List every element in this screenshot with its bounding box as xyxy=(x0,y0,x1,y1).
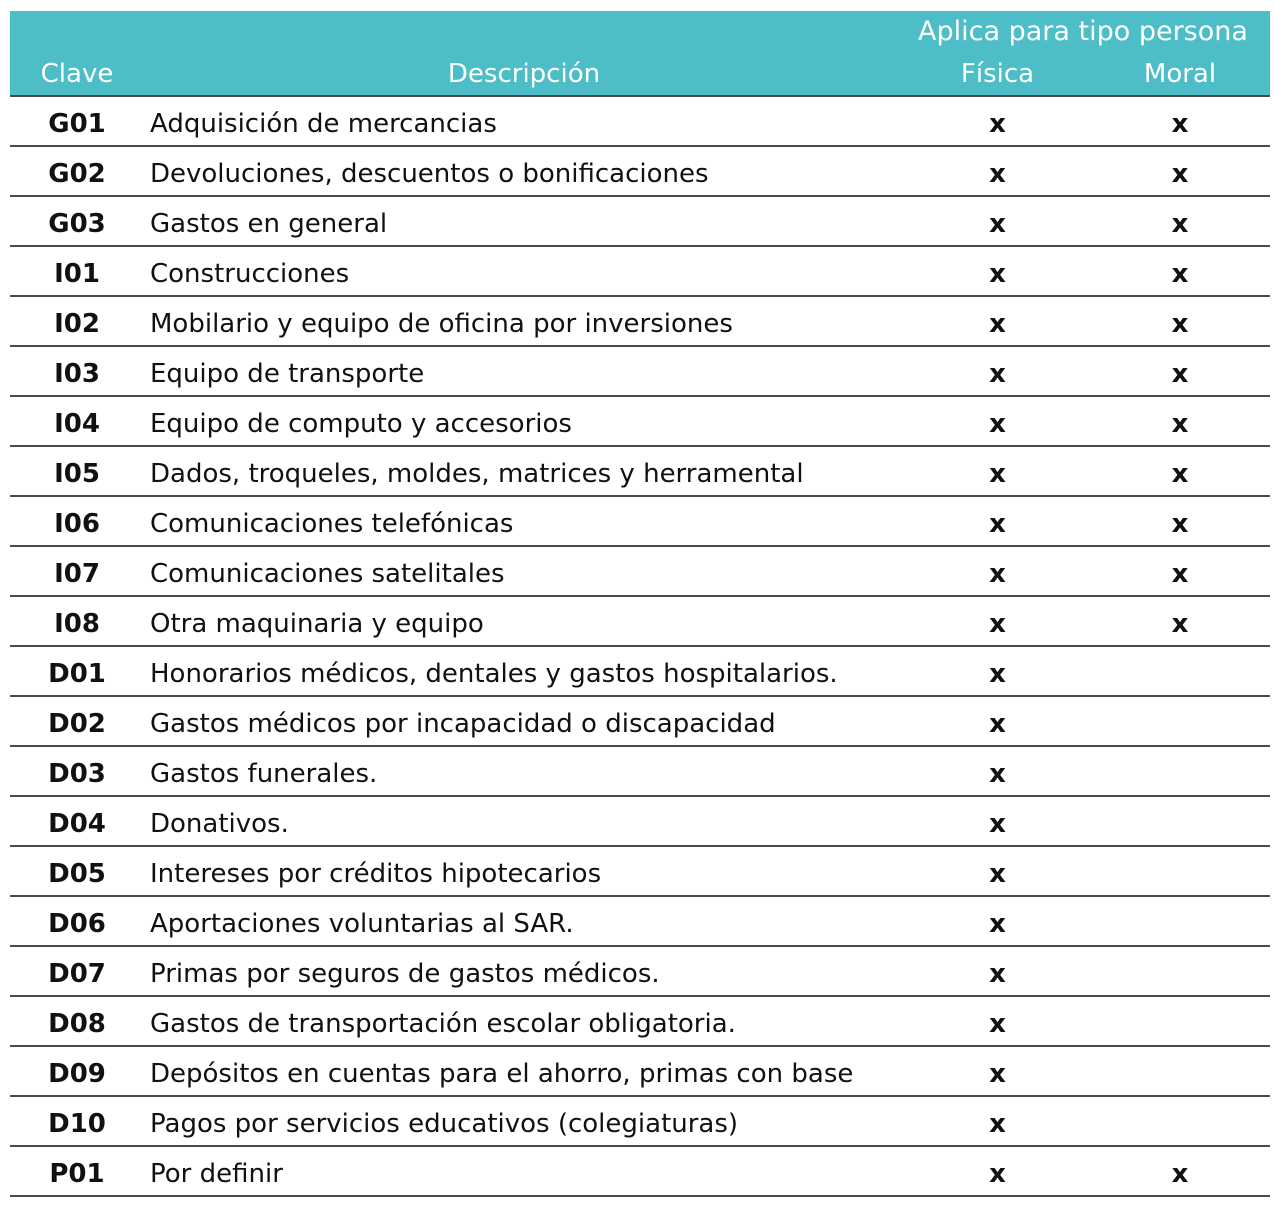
cell-descripcion: Honorarios médicos, dentales y gastos hospitalarios. xyxy=(150,659,838,689)
cell-fisica: x xyxy=(989,309,1006,339)
cell-moral: x xyxy=(1171,159,1189,189)
cell-clave: I08 xyxy=(54,609,100,639)
cell-descripcion: Gastos de transportación escolar obligatoria. xyxy=(150,1009,736,1039)
table-row xyxy=(10,147,1270,197)
table-row xyxy=(10,997,1270,1047)
uso-cfdi-table xyxy=(10,11,1270,1197)
cell-descripcion: Gastos médicos por incapacidad o discapacidad xyxy=(150,709,776,739)
table-row xyxy=(10,247,1270,297)
cell-clave: I01 xyxy=(54,259,100,289)
cell-descripcion: Equipo de computo y accesorios xyxy=(150,409,572,439)
cell-clave: D01 xyxy=(48,659,106,689)
cell-fisica: x xyxy=(989,209,1006,239)
cell-moral xyxy=(1090,897,1270,945)
cell-clave: I07 xyxy=(54,559,100,589)
cell-clave: D03 xyxy=(48,759,106,789)
cell-moral: x xyxy=(1171,559,1189,589)
cell-moral xyxy=(1090,847,1270,895)
cell-moral: x xyxy=(1171,609,1189,639)
cell-descripcion: Adquisición de mercancias xyxy=(150,109,497,139)
table-row xyxy=(10,747,1270,797)
cell-clave: G03 xyxy=(48,209,106,239)
cell-moral: x xyxy=(1171,259,1189,289)
cell-descripcion: Intereses por créditos hipotecarios xyxy=(150,859,602,889)
cell-clave: D09 xyxy=(48,1059,106,1089)
cell-descripcion: Donativos. xyxy=(150,809,289,839)
cell-clave: D06 xyxy=(48,909,106,939)
cell-moral: x xyxy=(1171,209,1189,239)
table-row xyxy=(10,847,1270,897)
table-header xyxy=(10,11,1270,97)
cell-clave: D05 xyxy=(48,859,106,889)
cell-fisica: x xyxy=(989,609,1006,639)
cell-fisica: x xyxy=(989,559,1006,589)
cell-moral xyxy=(1090,647,1270,695)
cell-descripcion: Pagos por servicios educativos (colegiaturas) xyxy=(150,1109,739,1139)
cell-fisica: x xyxy=(989,909,1006,939)
cell-descripcion: Dados, troqueles, moldes, matrices y herramental xyxy=(150,459,804,489)
cell-descripcion: Gastos en general xyxy=(150,209,388,239)
cell-clave: I05 xyxy=(54,459,100,489)
cell-clave: D04 xyxy=(48,809,106,839)
cell-fisica: x xyxy=(989,1159,1006,1189)
cell-descripcion: Aportaciones voluntarias al SAR. xyxy=(150,909,574,939)
cell-descripcion: Devoluciones, descuentos o bonificaciones xyxy=(150,159,709,189)
cell-fisica: x xyxy=(989,1009,1006,1039)
cell-clave: D07 xyxy=(48,959,106,989)
table-row xyxy=(10,1097,1270,1147)
cell-clave: I06 xyxy=(54,509,100,539)
cell-fisica: x xyxy=(989,359,1006,389)
table-row xyxy=(10,597,1270,647)
table-row xyxy=(10,1047,1270,1097)
header-fisica: Física xyxy=(960,59,1035,89)
cell-moral: x xyxy=(1171,409,1189,439)
cell-fisica: x xyxy=(989,509,1006,539)
table-row xyxy=(10,647,1270,697)
cell-moral: x xyxy=(1171,359,1189,389)
table-row xyxy=(10,97,1270,147)
table-row xyxy=(10,197,1270,247)
cell-descripcion: Comunicaciones satelitales xyxy=(150,559,505,589)
cell-fisica: x xyxy=(989,109,1006,139)
cell-clave: G02 xyxy=(48,159,106,189)
table-body xyxy=(10,97,1270,1197)
header-descripcion: Descripción xyxy=(447,59,601,89)
cell-moral xyxy=(1090,997,1270,1045)
header-group-label: Aplica para tipo persona xyxy=(918,16,1248,47)
cell-descripcion: Otra maquinaria y equipo xyxy=(150,609,484,639)
cell-moral: x xyxy=(1171,109,1189,139)
cell-descripcion: Depósitos en cuentas para el ahorro, primas con base xyxy=(150,1059,854,1089)
cell-descripcion: Primas por seguros de gastos médicos. xyxy=(150,959,660,989)
cell-fisica: x xyxy=(989,1059,1006,1089)
cell-moral: x xyxy=(1171,1159,1189,1189)
cell-descripcion: Comunicaciones telefónicas xyxy=(150,509,514,539)
cell-fisica: x xyxy=(989,959,1006,989)
cell-fisica: x xyxy=(989,259,1006,289)
table-row xyxy=(10,947,1270,997)
cell-clave: D02 xyxy=(48,709,106,739)
cell-fisica: x xyxy=(989,659,1006,689)
cell-clave: I03 xyxy=(54,359,100,389)
table-row xyxy=(10,347,1270,397)
cell-moral xyxy=(1090,1097,1270,1145)
cell-moral xyxy=(1090,797,1270,845)
cell-moral: x xyxy=(1171,459,1189,489)
cell-moral xyxy=(1090,1047,1270,1095)
cell-fisica: x xyxy=(989,409,1006,439)
cell-fisica: x xyxy=(989,1109,1006,1139)
cell-fisica: x xyxy=(989,859,1006,889)
cell-moral xyxy=(1090,747,1270,795)
table-row xyxy=(10,497,1270,547)
cell-clave: I04 xyxy=(54,409,100,439)
cell-descripcion: Mobilario y equipo de oficina por inversiones xyxy=(150,309,733,339)
cell-moral: x xyxy=(1171,509,1189,539)
header-clave: Clave xyxy=(40,59,114,89)
cell-descripcion: Gastos funerales. xyxy=(150,759,378,789)
table-row xyxy=(10,797,1270,847)
cell-moral xyxy=(1090,697,1270,745)
cell-fisica: x xyxy=(989,459,1006,489)
header-moral: Moral xyxy=(1143,59,1217,89)
table-row xyxy=(10,297,1270,347)
cell-descripcion: Equipo de transporte xyxy=(150,359,425,389)
table-row xyxy=(10,1147,1270,1197)
table-row xyxy=(10,397,1270,447)
cell-descripcion: Construcciones xyxy=(150,259,350,289)
cell-fisica: x xyxy=(989,709,1006,739)
cell-fisica: x xyxy=(989,159,1006,189)
cell-descripcion: Por definir xyxy=(150,1159,283,1189)
cell-clave: D10 xyxy=(48,1109,106,1139)
table-row xyxy=(10,697,1270,747)
cell-moral xyxy=(1090,947,1270,995)
cell-fisica: x xyxy=(989,759,1006,789)
cell-fisica: x xyxy=(989,809,1006,839)
table-row xyxy=(10,897,1270,947)
cell-clave: I02 xyxy=(54,309,100,339)
cell-clave: P01 xyxy=(49,1159,105,1189)
table-row xyxy=(10,447,1270,497)
cell-clave: D08 xyxy=(48,1009,106,1039)
cell-moral: x xyxy=(1171,309,1189,339)
table-row xyxy=(10,547,1270,597)
cell-clave: G01 xyxy=(48,109,106,139)
